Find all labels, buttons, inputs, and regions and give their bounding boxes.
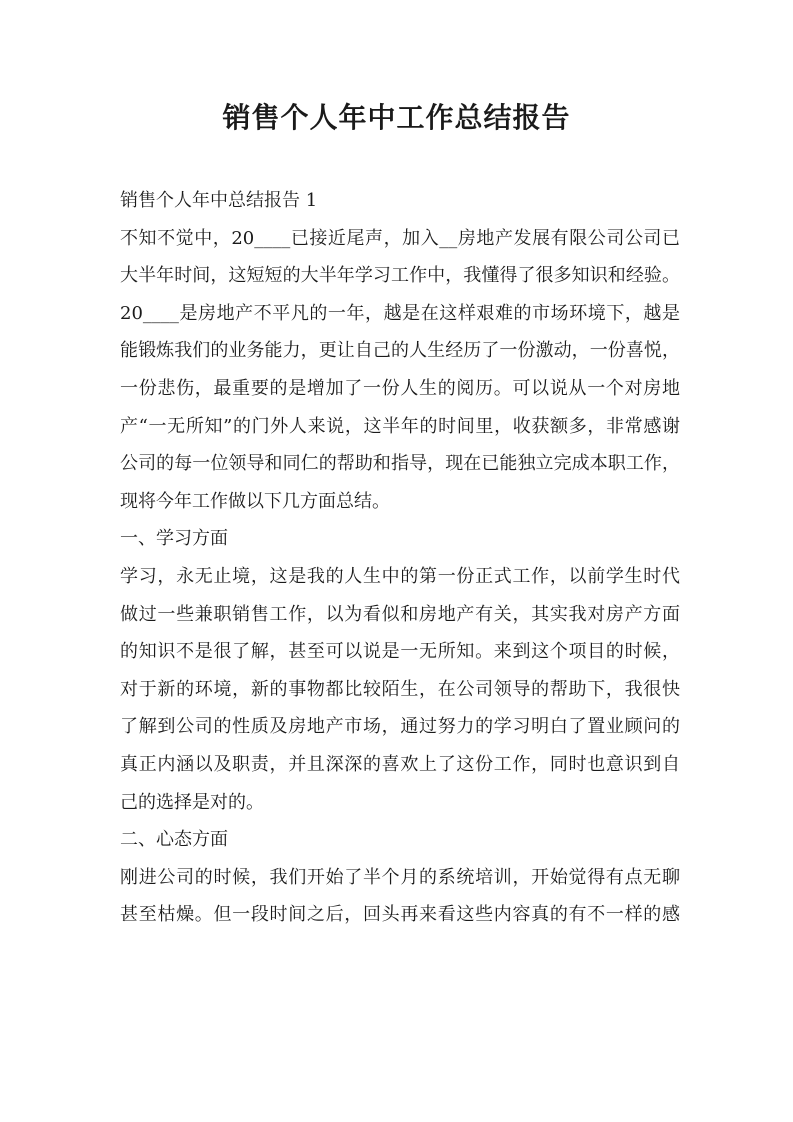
paragraph-line: 真正内涵以及职责，并且深深的喜欢上了这份工作，同时也意识到自 — [120, 753, 680, 775]
paragraph-line: 己的选择是对的。 — [120, 791, 264, 813]
section-heading: 销售个人年中总结报告 1 — [120, 190, 318, 211]
paragraph-line: 刚进公司的时候，我们开始了半个月的系统培训，开始觉得有点无聊 — [120, 866, 680, 888]
paragraph-line: 甚至枯燥。但一段时间之后，回头再来看这些内容真的有不一样的感 — [120, 904, 680, 926]
paragraph-line: 的知识不是很了解，甚至可以说是一无所知。来到这个项目的时候， — [120, 641, 680, 663]
document-body — [120, 182, 680, 934]
paragraph-line: 能锻炼我们的业务能力，更让自己的人生经历了一份激动，一份喜悦， — [120, 340, 680, 362]
paragraph-line: 大半年时间，这短短的大半年学习工作中，我懂得了很多知识和经验。 — [120, 265, 680, 287]
paragraph-line: 产“一无所知”的门外人来说，这半年的时间里，收获额多，非常感谢 — [120, 415, 680, 437]
paragraph-line: 对于新的环境，新的事物都比较陌生，在公司领导的帮助下，我很快 — [120, 678, 680, 700]
paragraph-line: 了解到公司的性质及房地产市场，通过努力的学习明白了置业顾问的 — [120, 716, 680, 738]
paragraph-line: 做过一些兼职销售工作，以为看似和房地产有关，其实我对房产方面 — [120, 603, 680, 625]
paragraph-line: 20____是房地产不平凡的一年，越是在这样艰难的市场环境下，越是 — [120, 302, 680, 324]
paragraph-line: 公司的每一位领导和同仁的帮助和指导，现在已能独立完成本职工作， — [120, 453, 680, 475]
paragraph-line: 学习，永无止境，这是我的人生中的第一份正式工作，以前学生时代 — [120, 565, 680, 587]
paragraph-line: 一份悲伤，最重要的是增加了一份人生的阅历。可以说从一个对房地 — [120, 377, 680, 399]
paragraph-line: 不知不觉中，20____已接近尾声，加入__房地产发展有限公司公司已 — [120, 227, 680, 249]
paragraph-line: 现将今年工作做以下几方面总结。 — [120, 490, 390, 512]
document-title: 销售个人年中工作总结报告 — [222, 101, 571, 134]
section-heading: 一、学习方面 — [120, 528, 228, 550]
section-heading: 二、心态方面 — [120, 829, 228, 851]
